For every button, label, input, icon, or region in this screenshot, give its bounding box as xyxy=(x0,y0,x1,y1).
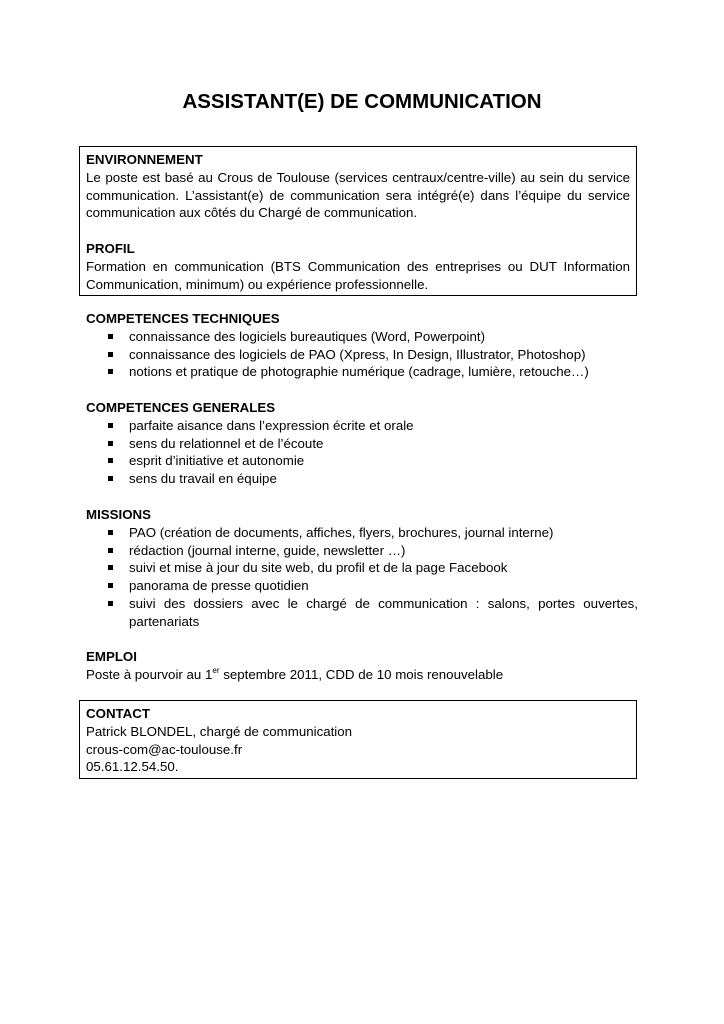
list-item-text: sens du relationnel et de l’écoute xyxy=(129,435,324,451)
list-item xyxy=(86,542,638,560)
list-item-text: rédaction (journal interne, guide, newsletter …) xyxy=(129,542,406,558)
emploi-text-start: Poste à pourvoir au 1 xyxy=(86,666,213,682)
emploi-text-end: septembre 2011, CDD de 10 mois renouvelable xyxy=(219,666,504,682)
profil-text: Formation en communication (BTS Communication des entreprises ou DUT Information Communication, minimum) ou expérience professionnelle. xyxy=(86,258,630,292)
competences-techniques-section xyxy=(86,310,638,381)
contact-box xyxy=(79,700,637,779)
emploi-section xyxy=(86,648,638,684)
list-item xyxy=(86,417,638,435)
list-item-text: sens du travail en équipe xyxy=(129,471,277,487)
square-bullet-icon xyxy=(108,458,113,463)
emploi-superscript: er xyxy=(212,665,220,675)
page-title: ASSISTANT(E) DE COMMUNICATION xyxy=(182,90,542,113)
list-item xyxy=(86,435,638,453)
list-item xyxy=(86,452,638,470)
square-bullet-icon xyxy=(108,369,113,374)
missions-list xyxy=(86,524,638,631)
competences-techniques-list xyxy=(86,328,638,381)
contact-phone: 05.61.12.54.50. xyxy=(86,759,179,775)
list-item xyxy=(86,363,638,381)
missions-heading: MISSIONS xyxy=(86,507,152,522)
competences-techniques-heading: COMPETENCES TECHNIQUES xyxy=(86,311,280,326)
list-item xyxy=(86,577,638,595)
competences-generales-list xyxy=(86,417,638,488)
list-item-text: PAO (création de documents, affiches, flyers, brochures, journal interne) xyxy=(129,524,554,540)
list-item xyxy=(86,470,638,488)
list-item-text: parfaite aisance dans l’expression écrite et orale xyxy=(129,417,414,433)
list-item xyxy=(86,524,638,542)
missions-section xyxy=(86,506,638,631)
list-item-text: panorama de presse quotidien xyxy=(129,578,309,594)
environnement-text: Le poste est basé au Crous de Toulouse (services centraux/centre-ville) au sein du service communication. L’assistant(e) de communication sera intégré(e) dans l’équipe du service communication aux côtés du Chargé de communication. xyxy=(86,169,630,221)
contact-name: Patrick BLONDEL, chargé de communication xyxy=(86,723,353,739)
list-item-text: suivi et mise à jour du site web, du profil et de la page Facebook xyxy=(129,560,508,576)
square-bullet-icon xyxy=(108,352,113,357)
list-item-text: esprit d’initiative et autonomie xyxy=(129,453,305,469)
list-item xyxy=(86,346,638,364)
square-bullet-icon xyxy=(108,548,113,553)
square-bullet-icon xyxy=(108,441,113,446)
square-bullet-icon xyxy=(108,334,113,339)
spacer xyxy=(86,222,630,240)
emploi-text xyxy=(86,666,638,684)
competences-generales-heading: COMPETENCES GENERALES xyxy=(86,400,276,415)
square-bullet-icon xyxy=(108,423,113,428)
list-item-text: suivi des dossiers avec le chargé de communication : salons, portes ouvertes, partenariats xyxy=(129,595,638,629)
environment-profile-box xyxy=(79,146,637,296)
list-item xyxy=(86,328,638,346)
square-bullet-icon xyxy=(108,530,113,535)
list-item-text: connaissance des logiciels bureautiques (Word, Powerpoint) xyxy=(129,328,486,344)
environnement-heading: ENVIRONNEMENT xyxy=(86,152,203,167)
list-item-text: notions et pratique de photographie numérique (cadrage, lumière, retouche…) xyxy=(129,364,589,380)
emploi-heading: EMPLOI xyxy=(86,649,137,664)
contact-heading: CONTACT xyxy=(86,706,151,721)
square-bullet-icon xyxy=(108,583,113,588)
profil-heading: PROFIL xyxy=(86,240,135,256)
square-bullet-icon xyxy=(108,565,113,570)
square-bullet-icon xyxy=(108,476,113,481)
square-bullet-icon xyxy=(108,601,113,606)
list-item xyxy=(86,595,638,631)
list-item xyxy=(86,559,638,577)
list-item-text: connaissance des logiciels de PAO (Xpress, In Design, Illustrator, Photoshop) xyxy=(129,346,586,362)
contact-email: crous-com@ac-toulouse.fr xyxy=(86,741,243,757)
competences-generales-section xyxy=(86,399,638,488)
